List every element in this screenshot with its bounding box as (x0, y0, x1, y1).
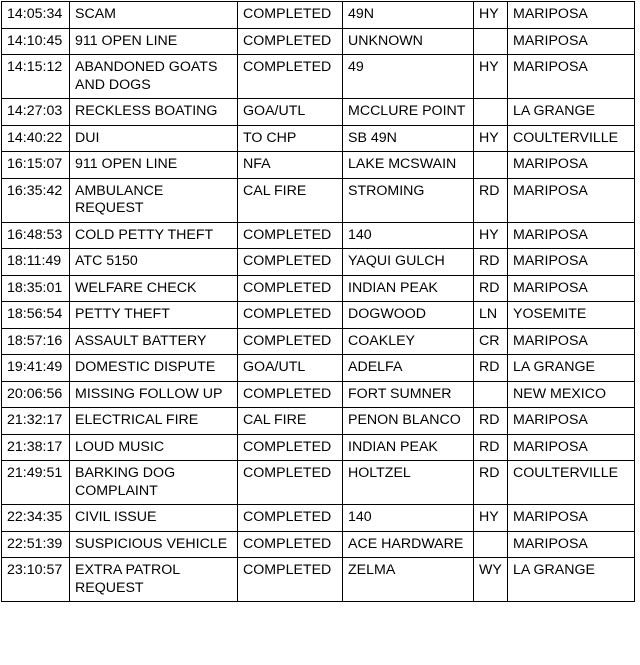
location-cell: 140 (343, 222, 474, 249)
city-cell: MARIPOSA (508, 531, 635, 558)
location-cell: INDIAN PEAK (343, 275, 474, 302)
call-type-cell: AMBULANCE REQUEST (70, 178, 238, 222)
street-suffix-cell (474, 381, 508, 408)
street-suffix-cell: WY (474, 558, 508, 602)
table-row (2, 28, 635, 55)
time-cell: 16:35:42 (2, 178, 70, 222)
street-suffix-cell: RD (474, 434, 508, 461)
call-type-cell: ELECTRICAL FIRE (70, 408, 238, 435)
disposition-cell: GOA/UTL (238, 355, 343, 382)
location-cell: PENON BLANCO (343, 408, 474, 435)
city-cell: YOSEMITE (508, 302, 635, 329)
time-cell: 22:34:35 (2, 505, 70, 532)
street-suffix-cell: HY (474, 505, 508, 532)
street-suffix-cell: RD (474, 178, 508, 222)
city-cell: COULTERVILLE (508, 125, 635, 152)
time-cell: 21:38:17 (2, 434, 70, 461)
call-type-cell: PETTY THEFT (70, 302, 238, 329)
city-cell: MARIPOSA (508, 328, 635, 355)
table-row (2, 152, 635, 179)
location-cell: UNKNOWN (343, 28, 474, 55)
city-cell: MARIPOSA (508, 55, 635, 99)
time-cell: 21:32:17 (2, 408, 70, 435)
call-type-cell: CIVIL ISSUE (70, 505, 238, 532)
disposition-cell: COMPLETED (238, 55, 343, 99)
table-row (2, 2, 635, 29)
time-cell: 14:10:45 (2, 28, 70, 55)
table-row (2, 55, 635, 99)
location-cell: COAKLEY (343, 328, 474, 355)
time-cell: 19:41:49 (2, 355, 70, 382)
location-cell: FORT SUMNER (343, 381, 474, 408)
time-cell: 16:48:53 (2, 222, 70, 249)
location-cell: 140 (343, 505, 474, 532)
disposition-cell: COMPLETED (238, 328, 343, 355)
disposition-cell: COMPLETED (238, 302, 343, 329)
call-type-cell: COLD PETTY THEFT (70, 222, 238, 249)
time-cell: 18:11:49 (2, 249, 70, 276)
table-row (2, 558, 635, 602)
time-cell: 16:15:07 (2, 152, 70, 179)
call-type-cell: EXTRA PATROL REQUEST (70, 558, 238, 602)
disposition-cell: COMPLETED (238, 2, 343, 29)
street-suffix-cell: LN (474, 302, 508, 329)
location-cell: YAQUI GULCH (343, 249, 474, 276)
location-cell: INDIAN PEAK (343, 434, 474, 461)
location-cell: ADELFA (343, 355, 474, 382)
time-cell: 14:27:03 (2, 99, 70, 126)
call-type-cell: ABANDONED GOATS AND DOGS (70, 55, 238, 99)
table-row (2, 275, 635, 302)
time-cell: 18:56:54 (2, 302, 70, 329)
time-cell: 22:51:39 (2, 531, 70, 558)
table-row (2, 505, 635, 532)
call-log-table (1, 1, 635, 602)
call-type-cell: SCAM (70, 2, 238, 29)
location-cell: SB 49N (343, 125, 474, 152)
time-cell: 23:10:57 (2, 558, 70, 602)
call-type-cell: 911 OPEN LINE (70, 28, 238, 55)
table-row (2, 222, 635, 249)
location-cell: MCCLURE POINT (343, 99, 474, 126)
disposition-cell: CAL FIRE (238, 178, 343, 222)
city-cell: COULTERVILLE (508, 461, 635, 505)
location-cell: 49N (343, 2, 474, 29)
call-type-cell: 911 OPEN LINE (70, 152, 238, 179)
location-cell: ACE HARDWARE (343, 531, 474, 558)
disposition-cell: COMPLETED (238, 249, 343, 276)
city-cell: MARIPOSA (508, 222, 635, 249)
call-type-cell: ASSAULT BATTERY (70, 328, 238, 355)
call-type-cell: DUI (70, 125, 238, 152)
street-suffix-cell: RD (474, 461, 508, 505)
location-cell: LAKE MCSWAIN (343, 152, 474, 179)
city-cell: LA GRANGE (508, 355, 635, 382)
city-cell: MARIPOSA (508, 408, 635, 435)
time-cell: 18:57:16 (2, 328, 70, 355)
city-cell: MARIPOSA (508, 152, 635, 179)
table-row (2, 249, 635, 276)
street-suffix-cell (474, 152, 508, 179)
table-row (2, 355, 635, 382)
disposition-cell: COMPLETED (238, 558, 343, 602)
time-cell: 18:35:01 (2, 275, 70, 302)
disposition-cell: COMPLETED (238, 505, 343, 532)
disposition-cell: COMPLETED (238, 28, 343, 55)
street-suffix-cell: RD (474, 275, 508, 302)
city-cell: NEW MEXICO (508, 381, 635, 408)
table-row (2, 302, 635, 329)
time-cell: 14:40:22 (2, 125, 70, 152)
table-row (2, 125, 635, 152)
location-cell: ZELMA (343, 558, 474, 602)
table-row (2, 328, 635, 355)
street-suffix-cell (474, 531, 508, 558)
call-log-body (2, 2, 635, 602)
table-row (2, 531, 635, 558)
city-cell: MARIPOSA (508, 178, 635, 222)
call-type-cell: MISSING FOLLOW UP (70, 381, 238, 408)
call-type-cell: BARKING DOG COMPLAINT (70, 461, 238, 505)
disposition-cell: GOA/UTL (238, 99, 343, 126)
disposition-cell: COMPLETED (238, 461, 343, 505)
street-suffix-cell: HY (474, 125, 508, 152)
call-type-cell: DOMESTIC DISPUTE (70, 355, 238, 382)
table-row (2, 178, 635, 222)
city-cell: MARIPOSA (508, 249, 635, 276)
city-cell: MARIPOSA (508, 434, 635, 461)
table-row (2, 434, 635, 461)
street-suffix-cell: RD (474, 355, 508, 382)
time-cell: 21:49:51 (2, 461, 70, 505)
city-cell: MARIPOSA (508, 2, 635, 29)
street-suffix-cell: HY (474, 2, 508, 29)
city-cell: MARIPOSA (508, 275, 635, 302)
table-row (2, 99, 635, 126)
call-type-cell: LOUD MUSIC (70, 434, 238, 461)
disposition-cell: COMPLETED (238, 222, 343, 249)
street-suffix-cell: CR (474, 328, 508, 355)
street-suffix-cell (474, 28, 508, 55)
location-cell: HOLTZEL (343, 461, 474, 505)
street-suffix-cell: RD (474, 408, 508, 435)
street-suffix-cell: RD (474, 249, 508, 276)
street-suffix-cell (474, 99, 508, 126)
call-type-cell: ATC 5150 (70, 249, 238, 276)
disposition-cell: COMPLETED (238, 381, 343, 408)
call-type-cell: WELFARE CHECK (70, 275, 238, 302)
call-type-cell: RECKLESS BOATING (70, 99, 238, 126)
disposition-cell: COMPLETED (238, 531, 343, 558)
street-suffix-cell: HY (474, 55, 508, 99)
city-cell: LA GRANGE (508, 558, 635, 602)
city-cell: LA GRANGE (508, 99, 635, 126)
disposition-cell: COMPLETED (238, 275, 343, 302)
time-cell: 14:05:34 (2, 2, 70, 29)
time-cell: 20:06:56 (2, 381, 70, 408)
table-row (2, 381, 635, 408)
location-cell: 49 (343, 55, 474, 99)
table-row (2, 461, 635, 505)
time-cell: 14:15:12 (2, 55, 70, 99)
disposition-cell: NFA (238, 152, 343, 179)
disposition-cell: COMPLETED (238, 434, 343, 461)
location-cell: DOGWOOD (343, 302, 474, 329)
table-row (2, 408, 635, 435)
street-suffix-cell: HY (474, 222, 508, 249)
disposition-cell: TO CHP (238, 125, 343, 152)
location-cell: STROMING (343, 178, 474, 222)
city-cell: MARIPOSA (508, 28, 635, 55)
city-cell: MARIPOSA (508, 505, 635, 532)
disposition-cell: CAL FIRE (238, 408, 343, 435)
call-type-cell: SUSPICIOUS VEHICLE (70, 531, 238, 558)
